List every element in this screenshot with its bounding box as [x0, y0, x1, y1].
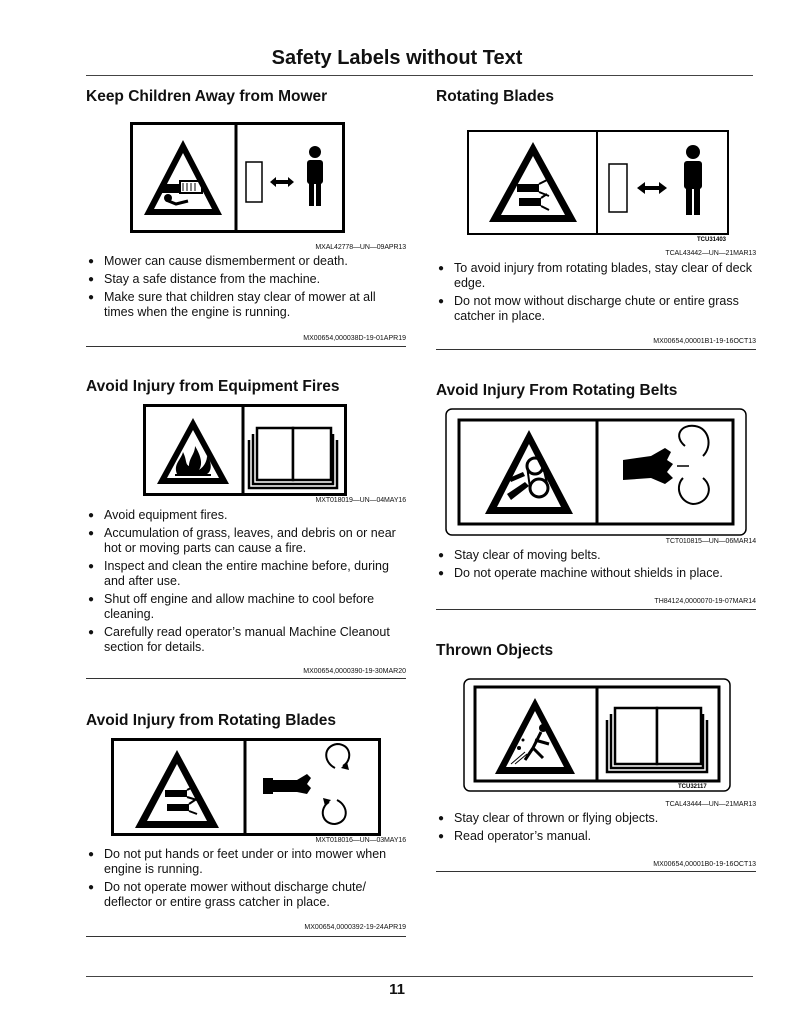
title-rule: [86, 75, 753, 76]
operators-manual-icon: [249, 428, 337, 488]
bullet-list: [436, 811, 756, 847]
section-title: Avoid Injury from Equipment Fires: [86, 378, 340, 395]
list-item: ● Avoid equipment fires.: [86, 508, 406, 523]
section-thrown-objects: [436, 640, 756, 875]
list-item: ● Stay a safe distance from the machine.: [86, 272, 406, 287]
label-code: TCU32117: [678, 784, 707, 790]
section-title: Rotating Blades: [436, 88, 554, 105]
figure-code: MXAL42778—UN—09APR13: [315, 244, 406, 251]
label-code: TCU31403: [697, 237, 727, 242]
section-rule: [86, 936, 406, 937]
section-title: Avoid Injury From Rotating Belts: [436, 382, 678, 399]
section-rule: [436, 871, 756, 872]
document-code: MX00654,000038D-19-01APR19: [303, 335, 406, 342]
list-item: ● Read operator’s manual.: [436, 829, 756, 844]
section-equipment-fires: [86, 376, 406, 681]
document-code: MX00654,0000392-19-24APR19: [304, 924, 406, 931]
list-item: ● Do not mow without discharge chute or entire grass catcher in place.: [436, 294, 756, 324]
operators-manual-icon: [607, 708, 707, 772]
figure-code: TCAL43442—UN—21MAR13: [665, 250, 756, 257]
safety-label-keep-children: [130, 122, 345, 233]
bullet-list: [436, 548, 756, 584]
list-item: ● Stay clear of thrown or flying objects.: [436, 811, 756, 826]
document-code: MX00654,0000390-19-30MAR20: [303, 668, 406, 675]
safety-label-rotating-belts: [445, 408, 747, 536]
document-code: MX00654,00001B0-19-16OCT13: [653, 861, 756, 868]
footer-rule: [86, 976, 753, 977]
bullet-list: [86, 847, 406, 913]
safety-label-equipment-fires: [143, 404, 347, 496]
figure-code: MXT018019—UN—04MAY16: [315, 497, 406, 504]
section-keep-children: [86, 86, 406, 351]
bullet-list: [86, 508, 406, 658]
section-title: Keep Children Away from Mower: [86, 88, 328, 105]
list-item: ● Inspect and clean the entire machine before, during and after use.: [86, 559, 406, 589]
page-number: 11: [389, 981, 405, 998]
safety-label-rotating-blades: [467, 130, 729, 242]
safety-label-thrown-objects: [463, 678, 731, 792]
list-item: ● Do not operate machine without shields in place.: [436, 566, 756, 581]
section-rotating-belts: [436, 380, 756, 615]
section-rule: [86, 346, 406, 347]
figure-code: TCT010815—UN—06MAR14: [665, 538, 756, 545]
section-rule: [436, 609, 756, 610]
list-item: ● Do not put hands or feet under or into mower when engine is running.: [86, 847, 406, 877]
list-item: ● Make sure that children stay clear of mower at all times when the engine is running.: [86, 290, 406, 320]
list-item: ● To avoid injury from rotating blades, stay clear of deck edge.: [436, 261, 756, 291]
figure-code: MXT018016—UN—03MAY16: [315, 837, 406, 844]
section-rule: [86, 678, 406, 679]
bullet-list: [436, 261, 756, 327]
list-item: ● Carefully read operator’s manual Machine Cleanout section for details.: [86, 625, 406, 655]
document-code: MX00654,00001B1-19-16OCT13: [653, 338, 756, 345]
list-item: ● Accumulation of grass, leaves, and debris on or near hot or moving parts can cause a fire.: [86, 526, 406, 556]
list-item: ● Mower can cause dismemberment or death.: [86, 254, 406, 269]
section-rotating-blades-left: [86, 710, 406, 940]
section-rotating-blades-right: [436, 86, 756, 356]
list-item: ● Shut off engine and allow machine to cool before cleaning.: [86, 592, 406, 622]
list-item: ● Do not operate mower without discharge chute/ deflector or entire grass catcher in place.: [86, 880, 406, 910]
section-title: Avoid Injury from Rotating Blades: [86, 712, 337, 729]
safety-label-rotating-blades: [111, 738, 381, 836]
figure-code: TCAL43444—UN—21MAR13: [665, 801, 756, 808]
document-code: TH84124,0000070-19-07MAR14: [654, 598, 756, 605]
list-item: ● Stay clear of moving belts.: [436, 548, 756, 563]
bullet-list: [86, 254, 406, 323]
section-title: Thrown Objects: [436, 642, 554, 659]
section-rule: [436, 349, 756, 350]
page-title: Safety Labels without Text: [271, 47, 523, 69]
